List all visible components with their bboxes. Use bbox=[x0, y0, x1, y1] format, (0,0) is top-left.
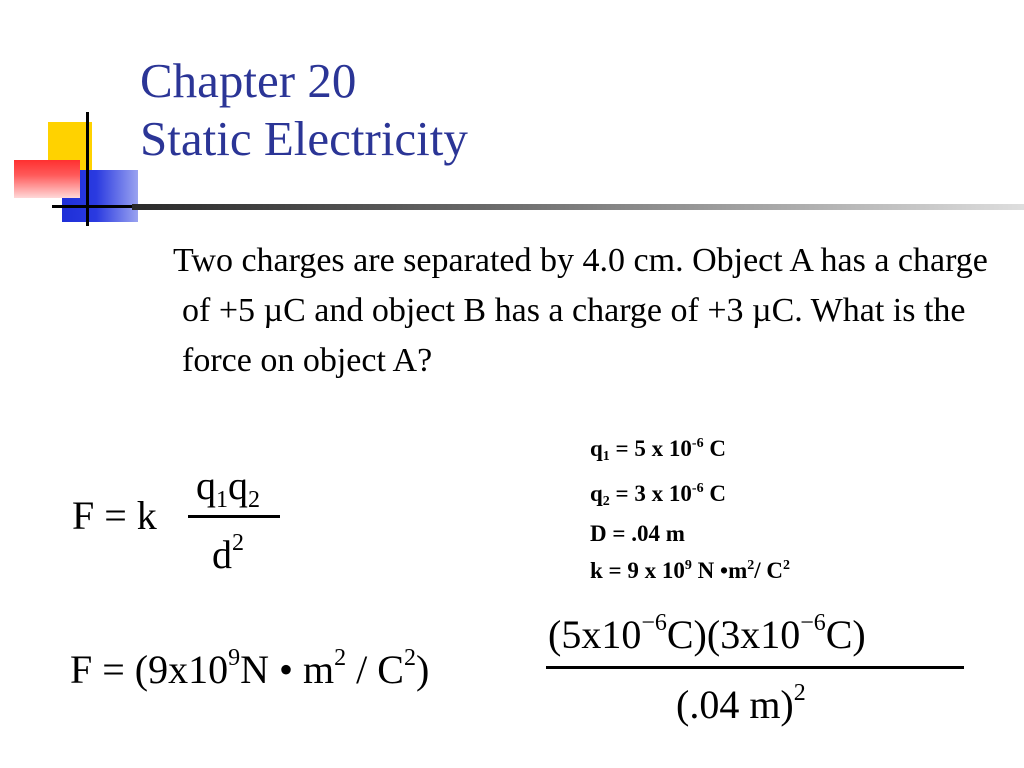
given-q1: $q_1 = 5$ x $10^{-6}$ C bbox=[590, 436, 726, 464]
logo-horizontal-line bbox=[52, 205, 132, 208]
problem-statement bbox=[172, 236, 1002, 386]
given-k: k = 9 x $10^9$ N $•m^2/$ $C^2$ bbox=[590, 558, 790, 583]
substitution-fraction-bar bbox=[546, 666, 964, 669]
coulomb-law-denominator: $d^2$ bbox=[212, 530, 244, 577]
substitution-lhs: $F = (9x10^9N$ • $m^2 / C^2$) bbox=[70, 645, 430, 692]
title-line-1: Chapter 20 bbox=[140, 53, 357, 108]
coulomb-law-lhs: F = k bbox=[72, 493, 157, 538]
coulomb-law-numerator: $q_1q_2$ bbox=[196, 463, 260, 513]
logo-red-bar bbox=[14, 160, 80, 198]
given-distance: D = .04 m bbox=[590, 521, 685, 546]
slide-title bbox=[140, 52, 468, 168]
problem-text: Two charges are separated by 4.0 cm. Object A has a charge of +5 µC and object B has a charge of +3 µC. What is the force on object A? bbox=[173, 242, 988, 379]
given-values bbox=[590, 428, 790, 587]
title-line-2: Static Electricity bbox=[140, 111, 468, 166]
coulomb-law-fraction-bar bbox=[188, 515, 280, 518]
substitution-denominator: (.04 m)$^2$ bbox=[676, 680, 806, 727]
title-underline bbox=[132, 204, 1024, 210]
substitution-numerator: $(5x10^{-6}C)(3x10^{-6}C)$ bbox=[548, 610, 866, 657]
given-q2: $q_2 = 3$ x $10^{-6}$ C bbox=[590, 481, 726, 509]
logo-vertical-line bbox=[86, 112, 89, 226]
